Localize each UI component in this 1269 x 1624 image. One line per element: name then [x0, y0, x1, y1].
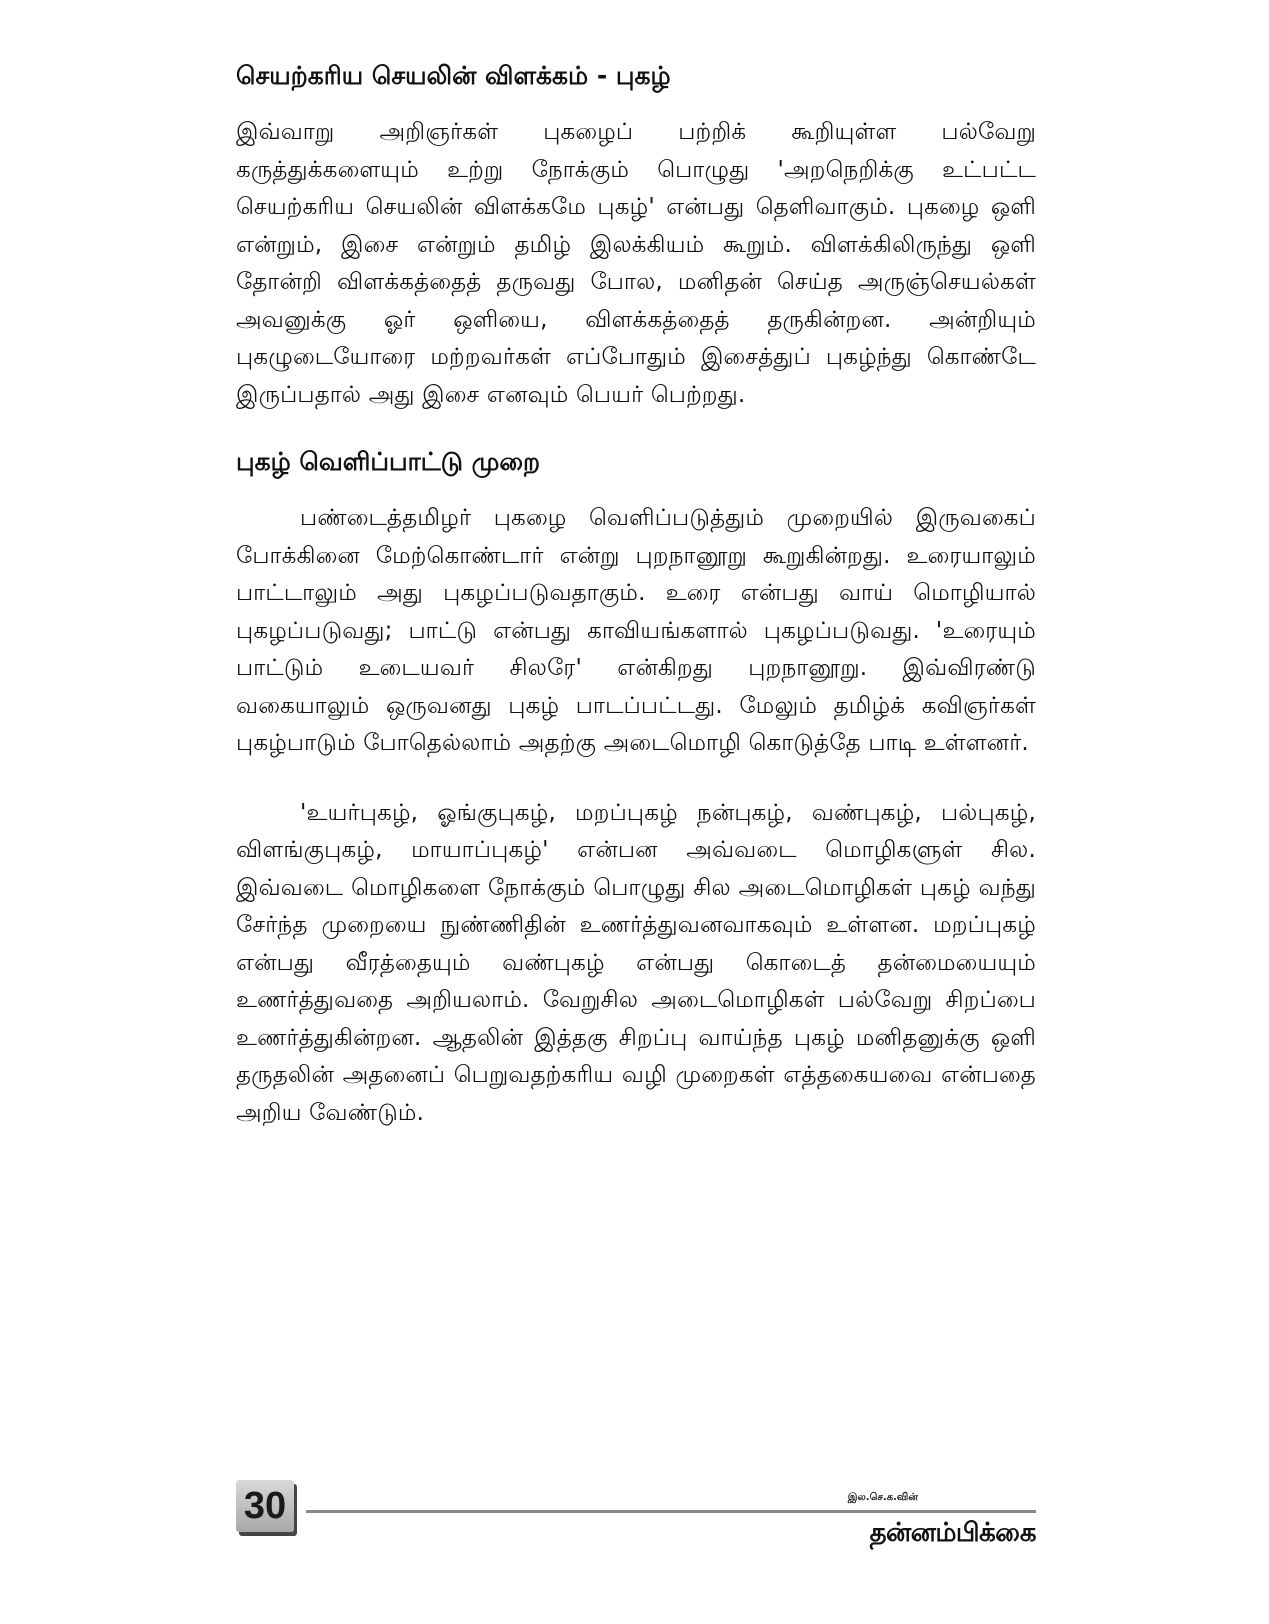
footer-divider: [306, 1510, 1036, 1513]
section-heading-glory-definition: செயற்கரிய செயலின் விளக்கம் - புகழ்: [236, 61, 671, 90]
magazine-title: தன்னம்பிக்கை: [869, 1518, 1036, 1548]
spacer: [236, 414, 1036, 444]
section-heading-glory-expression: புகழ் வெளிப்பாட்டு முறை: [236, 447, 541, 476]
section-paragraph-glory-definition: இவ்வாறு அறிஞர்கள் புகழைப் பற்றிக் கூறியுள்ள பல்வேறு கருத்துக்களையும் உற்று நோக்கும் பொழுது 'அறநெறிக்கு உட்பட்ட செயற்கரிய செயலின் விளக்கமே புகழ்' என்பது தெளிவாகும். புகழை ஒளி என்றும், இசை என்றும் தமிழ் இலக்கியம் கூறும். விளக்கிலிருந்து ஒளி தோன்றி விளக்கத்தைத் தருவது போல, மனிதன் செய்த அருஞ்செயல்கள் அவனுக்கு ஓர் ஒளியை, விளக்கத்தைத் தருகின்றன. அன்றியும் புகழுடையோரை மற்றவர்கள் எப்போதும் இசைத்துப் புகழ்ந்து கொண்டே இருப்பதால் அது இசை எனவும் பெயர் பெற்றது.: [236, 119, 1036, 408]
section-paragraph-expression-modes: பண்டைத்தமிழர் புகழை வெளிப்படுத்தும் முறையில் இருவகைப் போக்கினை மேற்கொண்டார் என்று புறநானூறு கூறுகின்றது. உரையாலும் பாட்டாலும் அது புகழப்படுவதாகும். உரை என்பது வாய் மொழியால் புகழப்படுவது; பாட்டு என்பது காவியங்களால் புகழப்படுவது. 'உரையும் பாட்டும் உடையவர் சிலரே' என்கிறது புறநானூறு. இவ்விரண்டு வகையாலும் ஒருவனது புகழ் பாடப்பட்டது. மேலும் தமிழ்க் கவிஞர்கள் புகழ்பாடும் போதெல்லாம் அதற்கு அடைமொழி கொடுத்தே பாடி உள்ளனர்.: [236, 505, 1036, 756]
page-footer: [236, 1480, 1036, 1560]
spacer: [236, 763, 1036, 795]
section-paragraph-epithets: 'உயர்புகழ், ஓங்குபுகழ், மறப்புகழ் நன்புகழ், வண்புகழ், பல்புகழ், விளங்குபுகழ், மாயாப்புகழ்' என்பன அவ்வடை மொழிகளுள் சில. இவ்வடை மொழிகளை நோக்கும் பொழுது சில அடைமொழிகள் புகழ் வந்து சேர்ந்த முறையை நுண்ணிதின் உணர்த்துவனவாகவும் உள்ளன. மறப்புகழ் என்பது வீரத்தையும் வண்புகழ் என்பது கொடைத் தன்மையையும் உணர்த்துவதை அறியலாம். வேறுசில அடைமொழிகள் பல்வேறு சிறப்பை உணர்த்துகின்றன. ஆதலின் இத்தகு சிறப்பு வாய்ந்த புகழ் மனிதனுக்கு ஒளி தருதலின் அதனைப் பெறுவதற்கரிய வழி முறைகள் எத்தகையவை என்பதை அறிய வேண்டும்.: [236, 799, 1036, 1126]
publisher-label: இல.செ.க.வின்: [847, 1492, 918, 1503]
page-number-badge: [236, 1480, 294, 1532]
page-number: 30: [243, 1485, 287, 1527]
page-content: [236, 58, 1036, 1132]
